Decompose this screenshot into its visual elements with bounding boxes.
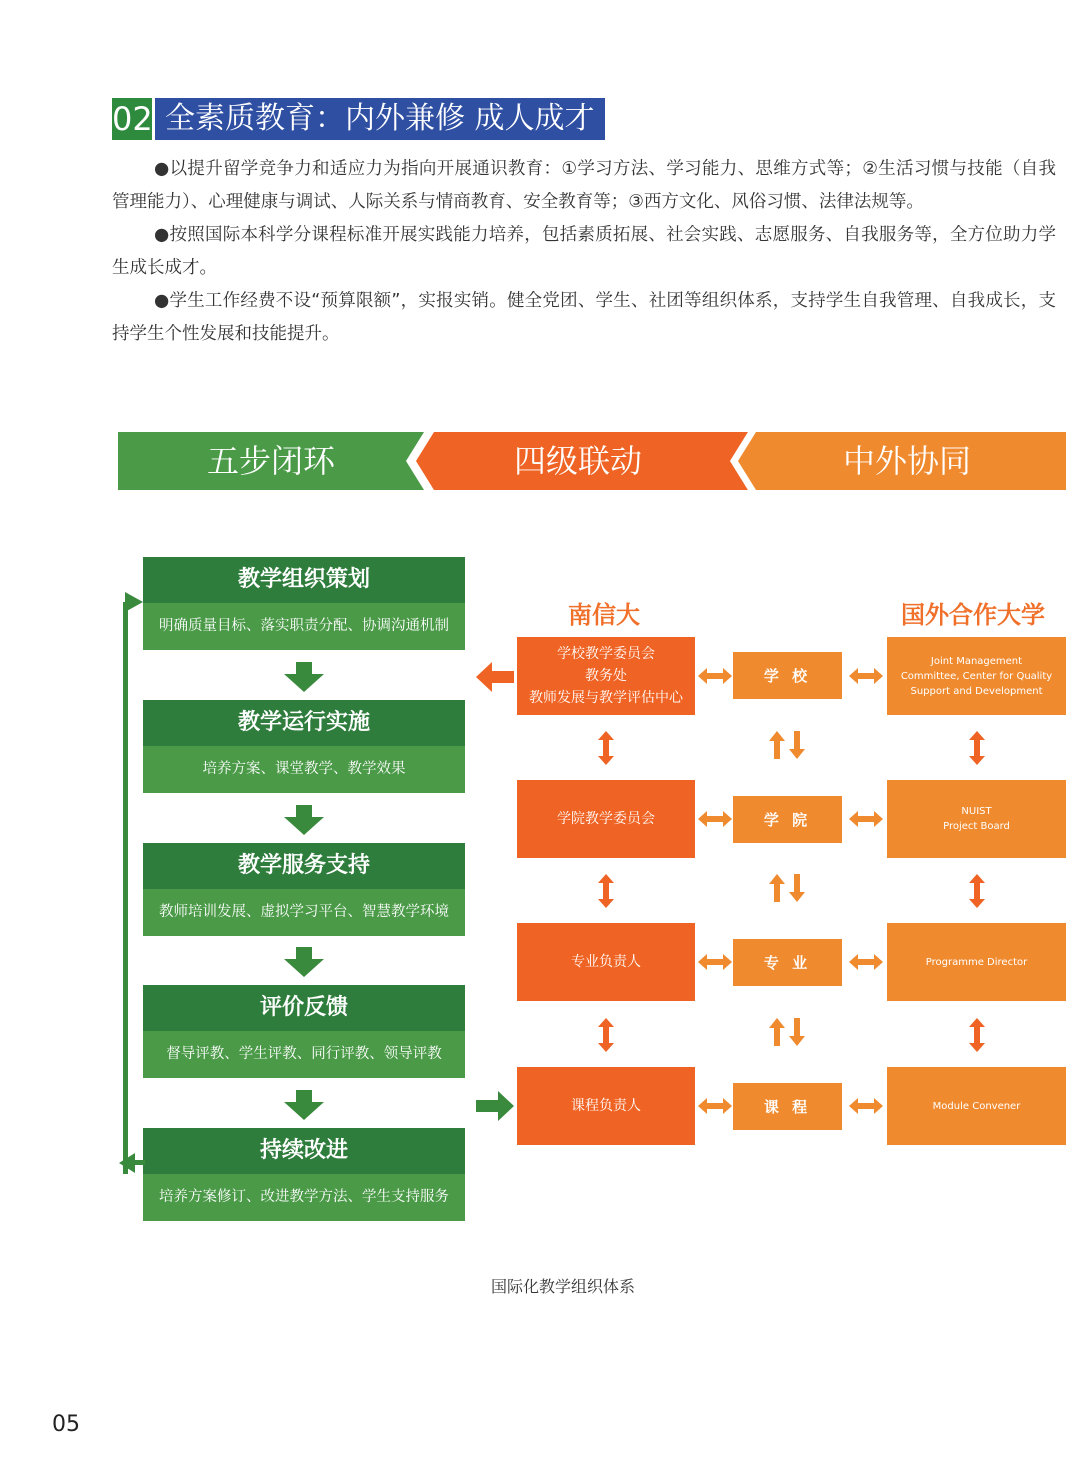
down-arrow-icon [284,805,324,835]
box-text: Support and Development [910,685,1043,697]
org-left-box-college [517,780,695,858]
step-desc: 明确质量目标、落实职责分配、协调沟通机制 [143,603,465,650]
box-text: 学校教学委员会 [557,646,655,662]
box-text: 课程负责人 [571,1098,641,1114]
partner-header: 国外合作大学 [901,601,1045,629]
loop-back-arrow-icon [115,588,147,1184]
up-down-arrow-icon [596,1018,616,1052]
box-text: Project Board [943,821,1010,832]
org-left-box-school [517,637,695,715]
step-5 [143,1128,465,1221]
step-1 [143,557,465,650]
down-arrow-icon [284,947,324,977]
step-2 [143,700,465,793]
double-arrow-icon [698,952,732,972]
step-desc: 培养方案、课堂教学、教学效果 [143,746,465,793]
box-text: 学 院 [763,811,812,829]
org-mid-box-school [733,652,842,699]
paragraph-practice-ability: ●按照国际本科学分课程标准开展实践能力培养，包括素质拓展、社会实践、志愿服务、自我服务等，全方位助力学生成长成才。 [112,225,1056,278]
step-desc: 教师培训发展、虚拟学习平台、智慧教学环境 [143,889,465,936]
down-arrow-icon [284,662,324,692]
step-3 [143,843,465,936]
double-arrow-icon [849,1096,883,1116]
org-left-box-major [517,923,695,1001]
box-text: Joint Management [930,655,1023,667]
box-text: 专 业 [763,954,812,972]
down-arrow-icon [284,1090,324,1120]
right-arrow-icon [476,1091,514,1121]
up-down-arrow-icon [596,731,616,765]
nuist-header: 南信大 [568,601,640,629]
double-arrow-icon [849,666,883,686]
box-text: 课 程 [763,1098,812,1116]
figure-caption: 国际化教学组织体系 [490,1277,635,1296]
box-text: 教师发展与教学评估中心 [529,690,683,706]
step-4 [143,985,465,1078]
step-title: 教学运行实施 [143,700,465,746]
up-down-arrow-icon [596,874,616,908]
box-text: Module Convener [932,1100,1021,1112]
box-text: 学院教学委员会 [557,811,655,827]
banner-label-left: 五步闭环 [206,442,335,480]
box-text: 专业负责人 [571,954,641,970]
up-down-pair-arrow-icon [767,731,807,759]
paragraph-student-funding: ●学生工作经费不设“预算限额”，实报实销。健全党团、学生、社团等组织体系，支持学生自我管理、自我成长，支持学生个性发展和技能提升。 [112,291,1056,344]
step-title: 教学组织策划 [143,557,465,603]
up-down-pair-arrow-icon [767,874,807,902]
step-title: 评价反馈 [143,985,465,1031]
paragraph-general-education: ●以提升留学竞争力和适应力为指向开展通识教育：①学习方法、学习能力、思维方式等；②生活习惯与技能（自我管理能力）、心理健康与调试、人际关系与情商教育、安全教育等；③西方文化、风俗习惯、法律法规等。 [112,159,1056,212]
org-mid-box-course [733,1083,842,1130]
org-right-box-course [887,1067,1066,1145]
up-down-arrow-icon [967,731,987,765]
box-text: 学 校 [763,667,812,685]
up-down-arrow-icon [967,1018,987,1052]
step-title: 教学服务支持 [143,843,465,889]
page-number: 05 [52,1412,80,1437]
org-right-box-major [887,923,1066,1001]
left-arrow-icon [476,662,514,692]
box-text: 教务处 [585,668,627,684]
org-mid-box-major [733,939,842,986]
section-title: 全素质教育：内外兼修 成人成才 [155,98,605,140]
banner-label-middle: 四级联动 [513,442,642,480]
double-arrow-icon [849,952,883,972]
up-down-pair-arrow-icon [767,1018,807,1046]
org-mid-box-college [733,796,842,843]
section-header [112,98,605,140]
step-desc: 督导评教、学生评教、同行评教、领导评教 [143,1031,465,1078]
step-title: 持续改进 [143,1128,465,1174]
box-text: Committee, Center for Quality [900,670,1053,682]
up-down-arrow-icon [967,874,987,908]
section-number: 02 [112,100,153,138]
step-desc: 培养方案修订、改进教学方法、学生支持服务 [143,1174,465,1221]
org-right-box-school [887,637,1066,715]
org-left-box-course [517,1067,695,1145]
banner-label-right: 中外协同 [842,442,971,480]
org-right-box-college [887,780,1066,858]
box-text: NUIST [961,806,992,817]
box-text: Programme Director [925,956,1028,968]
double-arrow-icon [698,809,732,829]
double-arrow-icon [698,666,732,686]
double-arrow-icon [698,1096,732,1116]
banner [118,432,1066,490]
double-arrow-icon [849,809,883,829]
